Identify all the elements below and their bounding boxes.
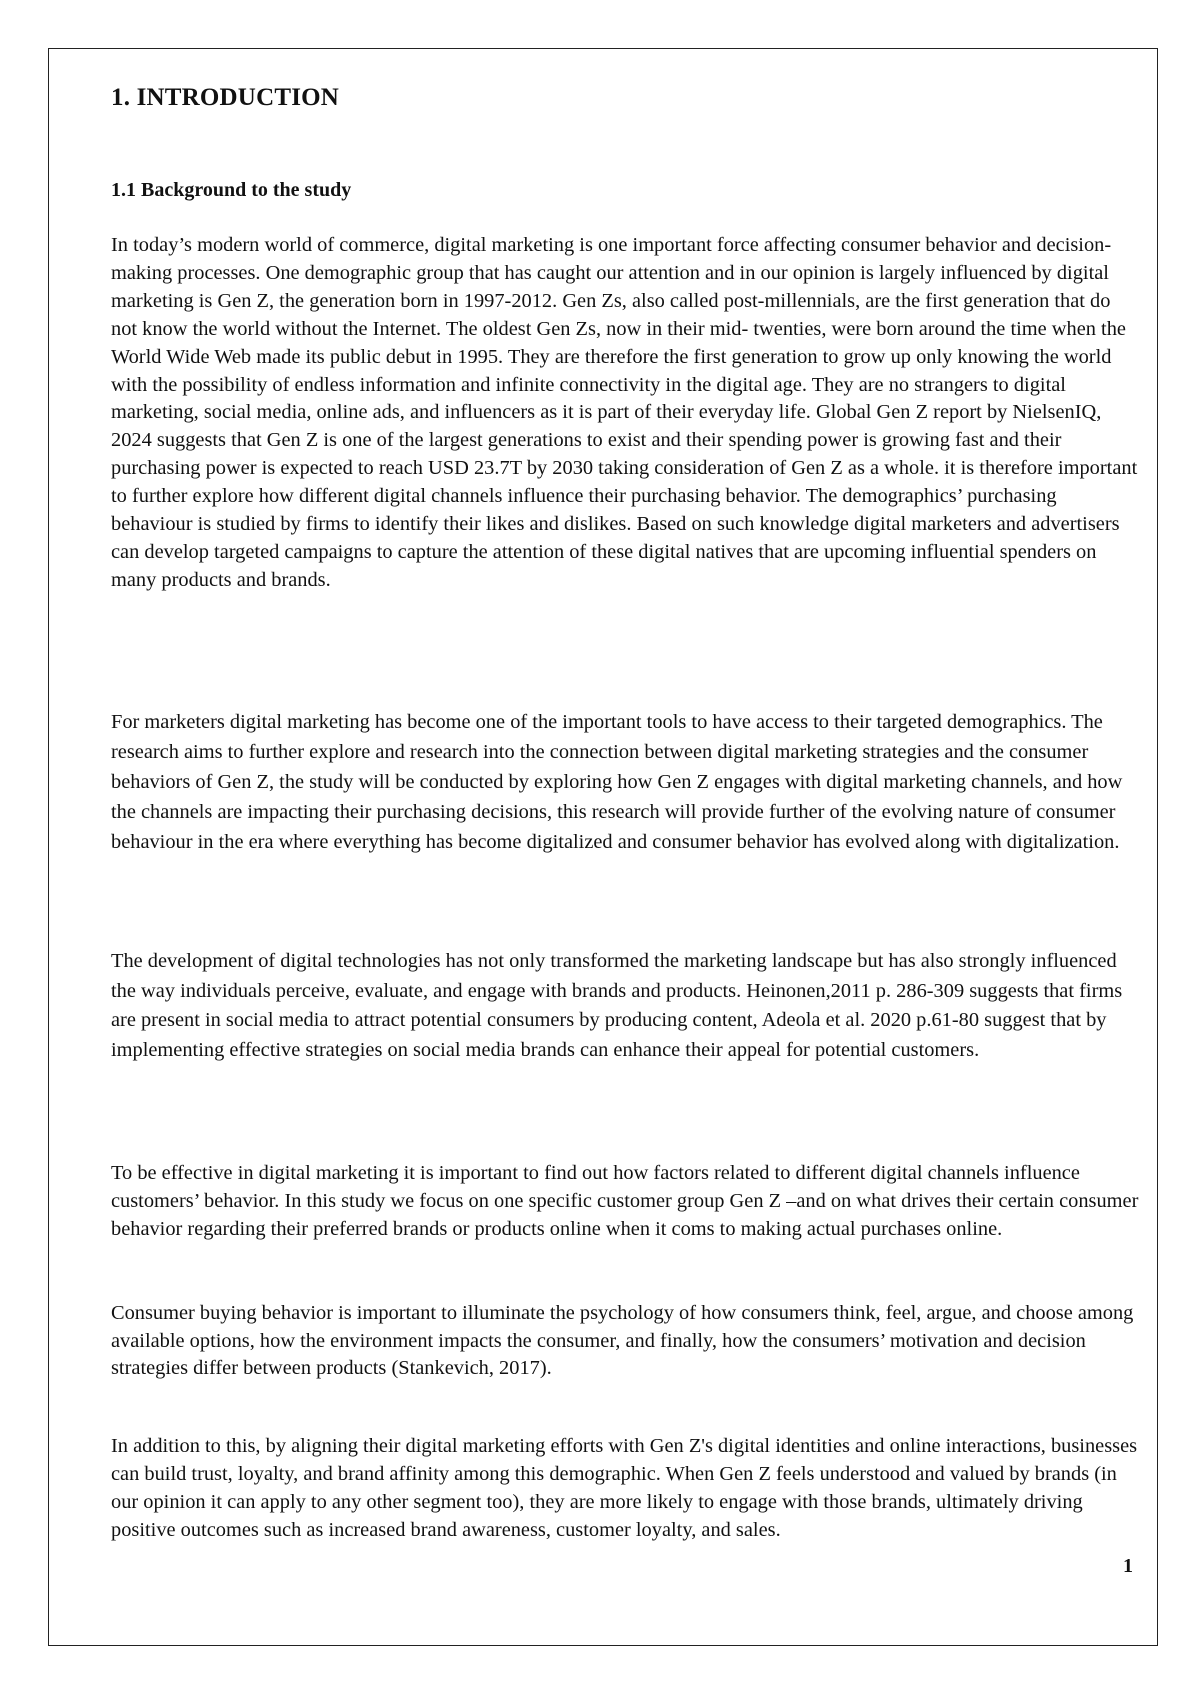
page-number: 1 xyxy=(1123,1555,1133,1577)
paragraph-6: In addition to this, by aligning their digital marketing efforts with Gen Z's digital identities and online interactions, businesses can build trust, loyalty, and brand affinity among this demographic. When Gen Z feels understood and valued by brands (in our opinion it can apply to any other segment too), they are more likely to engage with those brands, ultimately driving positive outcomes such as increased brand awareness, customer loyalty, and sales. xyxy=(111,1435,1138,1541)
paragraph-3: The development of digital technologies has not only transformed the marketing landscape but has also strongly influenced the way individuals perceive, evaluate, and engage with brands and products. Heinonen,2011 p. 286-309 suggests that firms are present in social media to attract potential consumers by producing content, Adeola et al. 2020 p.61-80 suggest that by implementing effective strategies on social media brands can enhance their appeal for potential customers. xyxy=(111,950,1123,1061)
document-body xyxy=(111,78,1141,1541)
paragraph-2: For marketers digital marketing has become one of the important tools to have access to their targeted demographics. The research aims to further explore and research into the connection between digital marketing strategies and the consumer behaviors of Gen Z, the study will be conducted by exploring how Gen Z engages with digital marketing channels, and how the channels are impacting their purchasing decisions, this research will provide further of the evolving nature of consumer behaviour in the era where everything has become digitalized and consumer behavior has evolved along with digitalization. xyxy=(111,711,1123,853)
section-heading: 1. INTRODUCTION xyxy=(111,84,340,111)
paragraph-5: Consumer buying behavior is important to illuminate the psychology of how consumers think, feel, argue, and choose among available options, how the environment impacts the consumer, and finally, how the consumers’ motivation and decision strategies differ between products (Stankevich, 2017). xyxy=(111,1302,1134,1379)
paragraph-1: In today’s modern world of commerce, digital marketing is one important force affecting consumer behavior and decision-making processes. One demographic group that has caught our attention and in our opinion is largely influenced by digital marketing is Gen Z, the generation born in 1997-2012. Gen Zs, also called post-millennials, are the first generation that do not know the world without the Internet. The oldest Gen Zs, now in their mid- twenties, were born around the time when the World Wide Web made its public debut in 1995. They are therefore the first generation to grow up only knowing the world with the possibility of endless information and infinite connectivity in the digital age. They are no strangers to digital marketing, social media, online ads, and influencers as it is part of their everyday life. Global Gen Z report by NielsenIQ, 2024 suggests that Gen Z is one of the largest generations to exist and their spending power is growing fast and their purchasing power is expected to reach USD 23.7T by 2030 taking consideration of Gen Z as a whole. it is therefore important to further explore how different digital channels influence their purchasing behavior. The demographics’ purchasing behaviour is studied by firms to identify their likes and dislikes. Based on such knowledge digital marketers and advertisers can develop targeted campaigns to capture the attention of these digital natives that are upcoming influential spenders on many products and brands. xyxy=(111,234,1138,591)
paragraph-4: To be effective in digital marketing it is important to find out how factors related to different digital channels influence customers’ behavior. In this study we focus on one specific customer group Gen Z –and on what drives their certain consumer behavior regarding their preferred brands or products online when it coms to making actual purchases online. xyxy=(111,1162,1139,1240)
subsection-heading: 1.1 Background to the study xyxy=(111,179,352,201)
